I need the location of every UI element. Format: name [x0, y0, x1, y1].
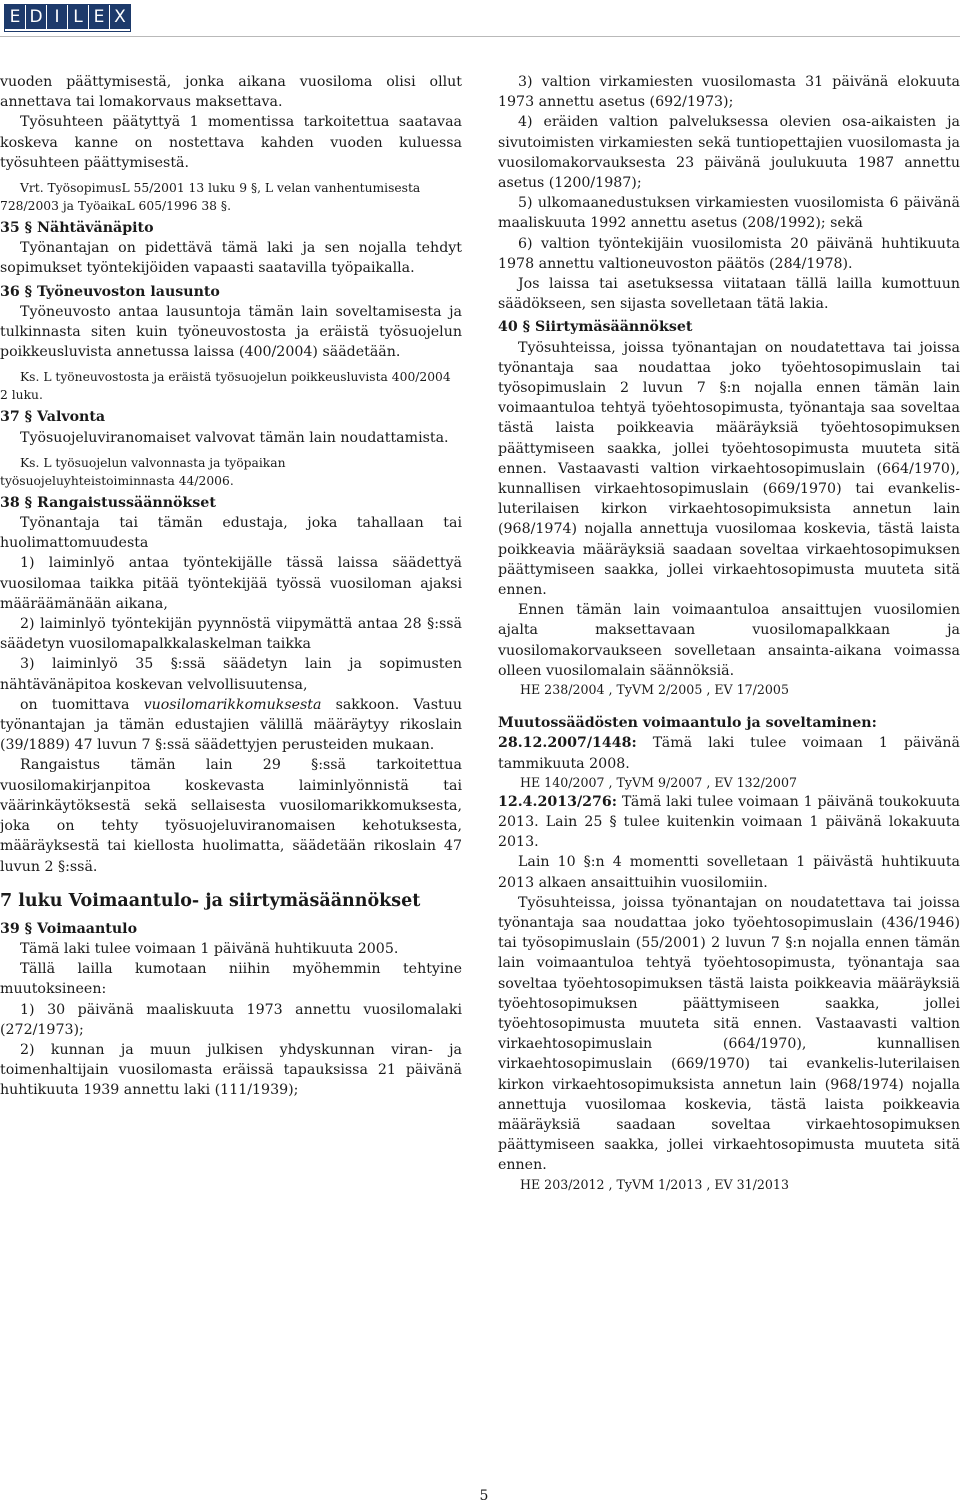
right-column — [498, 72, 960, 1194]
list-item: 2) laiminlyö työntekijän pyynnöstä viipymättä antaa 28 §:ssä säädetyn vuosilomapalkkalaskelman taikka — [0, 616, 462, 653]
paragraph: Lain 10 §:n 4 momentti sovelletaan 1 päivästä huhtikuuta 2013 alkaen ansaittuihin vuosilomiin. — [498, 854, 960, 891]
paragraph: Jos laissa tai asetuksessa viitataan tällä lailla kumottuun säädökseen, sen sijasta sovelletaan tätä lakia. — [498, 276, 960, 313]
list-item: 2) kunnan ja muun julkisen yhdyskunnan viran- ja toimenhaltijain vuosilomasta eräissä tapauksissa 21 päivänä huhtikuuta 1939 annettu laki (111/1939); — [0, 1041, 462, 1099]
paragraph: Tämä laki tulee voimaan 1 päivänä huhtikuuta 2005. — [20, 940, 399, 957]
header-divider — [0, 36, 960, 37]
amendment-entry — [498, 792, 960, 853]
list-item: 1) 30 päivänä maaliskuuta 1973 annettu vuosilomalaki (272/1973); — [0, 1001, 462, 1038]
amendment-date: 12.4.2013/276: — [498, 793, 618, 810]
amendment-entry — [498, 733, 960, 773]
logo-letter: L — [68, 5, 89, 29]
list-item: 1) laiminlyö antaa työntekijälle tässä laissa säädettyä vuosilomaa taikka pitää työntekijää työssä vuosiloman ajaksi määräämänään aikana, — [0, 555, 462, 612]
text-run: sakkoon. Vastuu työnantajan ja tämän edustajien välillä määräytyy rikoslain (39/1889) 47 luvun 7 §:ssä säädettyjen perusteiden mukaan. — [0, 696, 462, 754]
emphasis-term: vuosilomarikkomuksesta — [143, 696, 322, 713]
paragraph: Tällä lailla kumotaan niihin myöhemmin tehtyine muutoksineen: — [0, 961, 462, 998]
paragraph: vuoden päättymisestä, jonka aikana vuosiloma olisi ollut annettava tai lomakorvaus maksettava. — [0, 74, 462, 111]
text-run: Tämä laki tulee voimaan 1 päivänä tammikuuta 2008. — [498, 735, 960, 772]
edilex-logo — [4, 4, 131, 32]
paragraph: Ennen tämän lain voimaantuloa ansaittujen vuosilomien ajalta maksettavaan vuosilomapalkkaan ja vuosilomakorvaukseen sovelletaan ansainta-aikana voimassa olleen vuosilomalain säännöksiä. — [498, 602, 960, 679]
paragraph: Työneuvosto antaa lausuntoja tämän lain soveltamisesta ja tulkinnasta siten kuin työneuvostosta ja eräistä työsuojelun poikkeusluvista annetussa laissa (400/2004) säädetään. — [0, 303, 462, 361]
page-number: 5 — [479, 1488, 489, 1504]
logo-letter: E — [5, 5, 26, 29]
logo-letter: E — [89, 5, 110, 29]
amendments-heading: Muutossäädösten voimaantulo ja soveltaminen: — [498, 715, 877, 732]
section-heading-38: 38 § Rangaistussäännökset — [0, 494, 216, 511]
list-item: 6) valtion työntekijäin vuosilomista 20 päivänä huhtikuuta 1978 annettu valtioneuvoston päätös (284/1978). — [498, 235, 960, 272]
list-item: 3) laiminlyö 35 §:ssä säädetyn lain ja sopimusten nähtävänäpitoa koskevan velvollisuutensa, — [0, 656, 462, 693]
logo-letter: D — [26, 5, 47, 29]
paragraph: Työnantaja tai tämän edustaja, joka tahallaan tai huolimattomuudesta — [0, 515, 462, 552]
text-run: Tämä laki tulee voimaan 1 päivänä toukokuuta 2013. Lain 25 § tulee kuitenkin voimaan 1 päivänä lokakuuta 2013. — [498, 793, 960, 851]
text-run: on tuomittava — [20, 696, 144, 713]
paragraph — [0, 695, 462, 756]
section-heading-35: 35 § Nähtävänäpito — [0, 220, 154, 237]
logo-letter: I — [47, 5, 68, 29]
list-item: 5) ulkomaanedustuksen virkamiesten vuosilomista 6 päivänä maaliskuuta 1992 annettu asetus (208/1992); sekä — [498, 195, 960, 232]
left-column — [0, 72, 462, 1101]
section-heading-36: 36 § Työneuvoston lausunto — [0, 283, 220, 300]
section-heading-40: 40 § Siirtymäsäännökset — [498, 319, 693, 336]
list-item: 3) valtion virkamiesten vuosilomasta 31 päivänä elokuuta 1973 annettu asetus (692/1973); — [498, 74, 960, 111]
paragraph: Työnantajan on pidettävä tämä laki ja sen nojalla tehdyt sopimukset työntekijöiden vapaasti saatavilla työpaikalla. — [0, 240, 462, 277]
paragraph: Rangaistus tämän lain 29 §:ssä tarkoitettua vuosilomakirjanpitoa koskevasta laiminlyönnistä tai väärinkäytöksestä sekä sellaisesta vuosilomarikkomuksesta, joka on tehty työsuojeluviranomaisen kehotuksesta, määräyksestä tai kiellosta huolimatta, säädetään rikoslain 47 luvun 2 §:ssä. — [0, 757, 462, 875]
paragraph: Työsuhteen päätyttyä 1 momentissa tarkoitettua saatavaa koskeva kanne on nostettava kahden vuoden kuluessa työsuhteen päättymisestä. — [0, 114, 462, 171]
paragraph: Työsuhteissa, joissa työnantajan on noudatettava tai joissa työnantaja saa noudattaa joko työehtosopimuslain tai työsopimuslain 2 luvun 7 §:n nojalla ennen tämän lain voimaantuloa tehtyä työehtosopimusta, työnantaja saa soveltaa tästä laista poikkeavia määräyksiä työehtosopimuksen päättymiseen saakka, jollei työehtosopimusta muuteta sitä ennen. Vastaavasti valtion virkaehtosopimuslain (664/1970), kunnallisen virkaehtosopimuslain (669/1970) tai evankelis-luterilaisen kirkon virkaehtosopimuksista annetun lain (968/1974) nojalla annettuja vuosilomaa koskevia, tästä laista poikkeavia määräyksiä saadaan soveltaa virkaehtosopimuksen päättymiseen saakka, jollei virkaehtosopimusta muuteta sitä ennen. — [498, 339, 960, 599]
cross-reference: Vrt. TyösopimusL 55/2001 13 luku 9 §, L velan vanhentumisesta 728/2003 ja TyöaikaL 605/1996 38 §. — [0, 181, 421, 214]
logo-letter: X — [110, 5, 130, 29]
cross-reference: Ks. L työneuvostosta ja eräistä työsuojelun poikkeusluvista 400/2004 2 luku. — [0, 370, 451, 403]
paragraph: Työsuojeluviranomaiset valvovat tämän lain noudattamista. — [20, 429, 449, 446]
legislative-reference: HE 203/2012 , TyVM 1/2013 , EV 31/2013 — [520, 1176, 789, 1192]
chapter-heading: 7 luku Voimaantulo- ja siirtymäsäännökset — [0, 890, 421, 911]
legislative-reference: HE 238/2004 , TyVM 2/2005 , EV 17/2005 — [520, 682, 789, 698]
amendment-date: 28.12.2007/1448: — [498, 735, 637, 752]
section-heading-37: 37 § Valvonta — [0, 409, 106, 426]
cross-reference: Ks. L työsuojelun valvonnasta ja työpaikan työsuojeluyhteistoiminnasta 44/2006. — [0, 455, 286, 488]
section-heading-39: 39 § Voimaantulo — [0, 920, 138, 937]
paragraph: Työsuhteissa, joissa työnantajan on noudatettava tai joissa työnantaja saa noudattaa joko työehtosopimuslain (436/1946) tai työsopimuslain (55/2001) 2 luvun 7 §:n nojalla ennen tämän lain voimaantuloa tehtyä työehtosopimusta, työnantaja saa soveltaa työehtosopimuksen tästä laista poikkeavia määräyksiä työehtosopimuksen päättymiseen saakka, jollei työehtosopimusta muuteta sitä ennen. Vastaavasti valtion virkaehtosopimuslain (664/1970), kunnallisen virkaehtosopimuslain (669/1970) tai evankelis-luterilaisen kirkon virkaehtosopimuksista annetun lain (968/1974) nojalla annettuja vuosilomaa koskevia, tästä laista poikkeavia määräyksiä saadaan soveltaa virkaehtosopimuksen päättymiseen saakka, jollei virkaehtosopimusta muuteta sitä ennen. — [498, 894, 960, 1174]
legislative-reference: HE 140/2007 , TyVM 9/2007 , EV 132/2007 — [520, 774, 797, 790]
list-item: 4) eräiden valtion palveluksessa olevien osa-aikaisten ja sivutoimisten virkamiesten sekä tuntiopettajien vuosilomasta ja vuosilomakorvauksesta 23 päivänä joulukuuta 1987 annettu asetus (1200/1987); — [498, 114, 960, 192]
